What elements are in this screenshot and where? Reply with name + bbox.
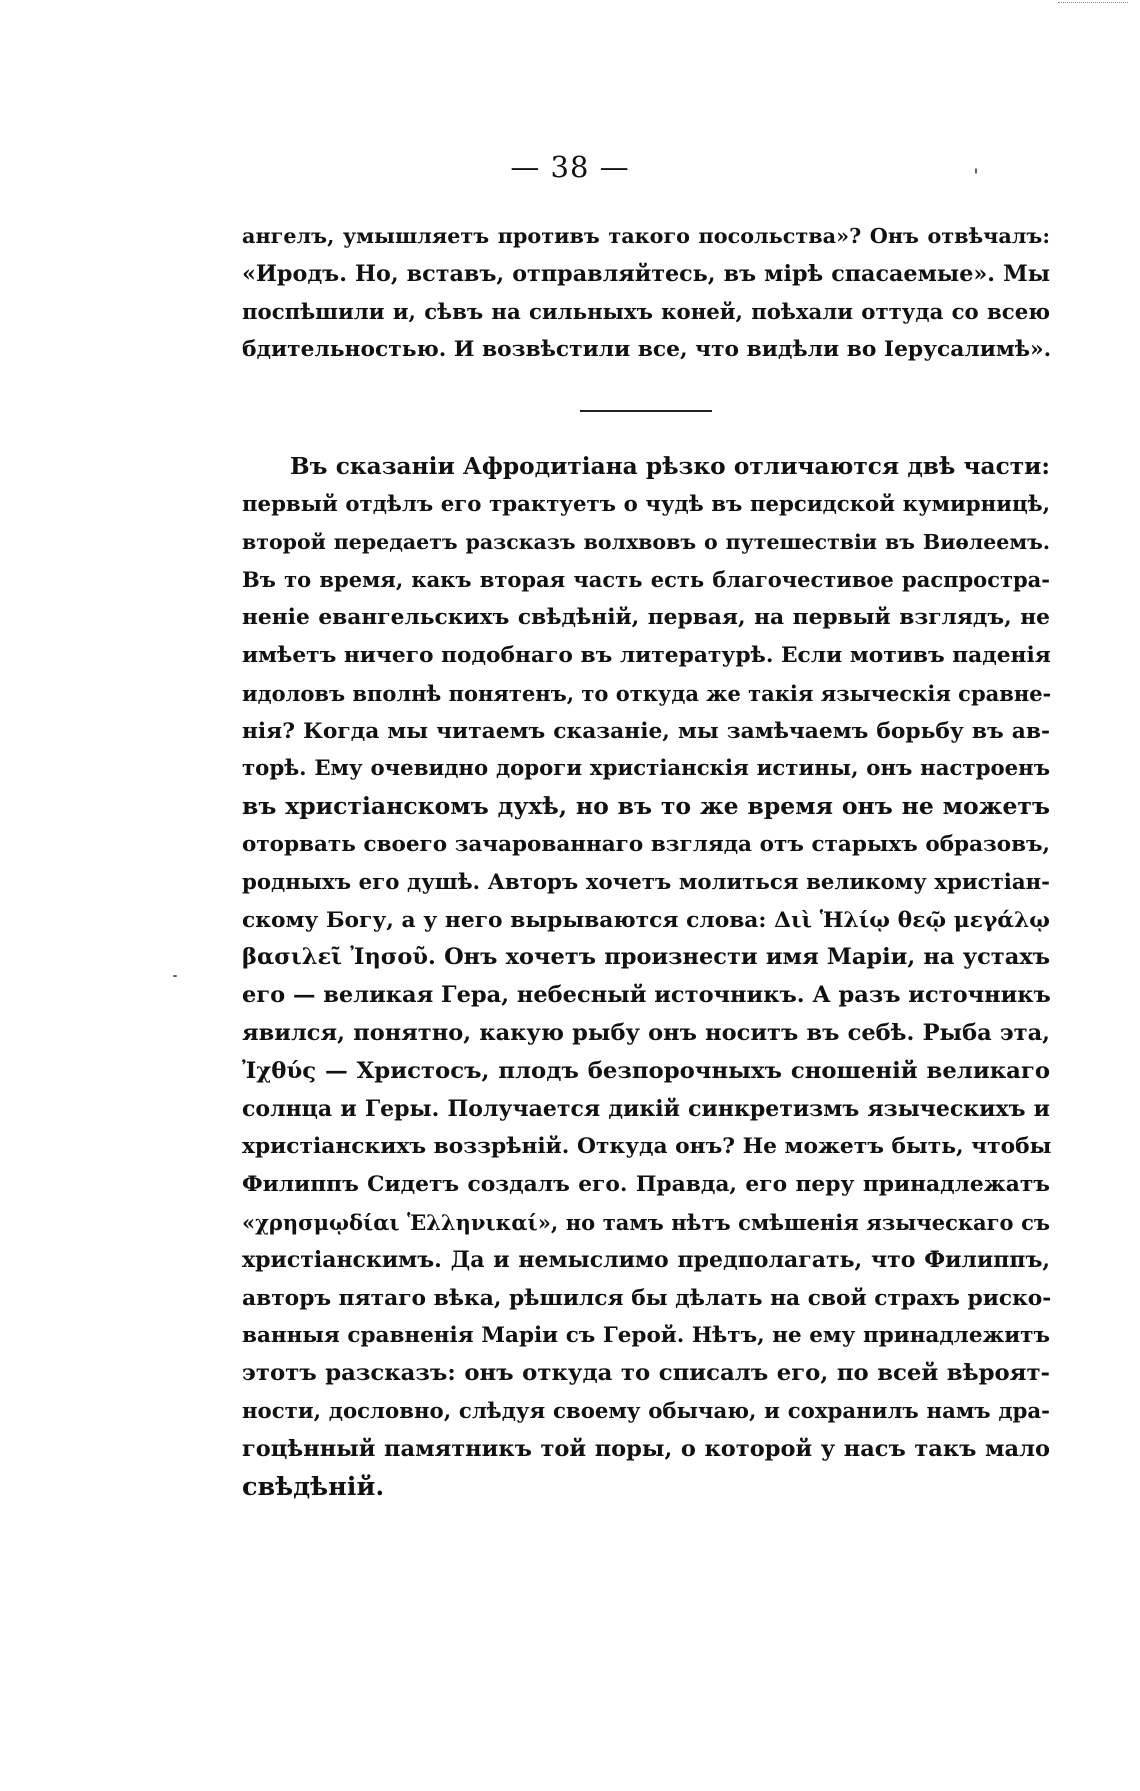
text-line: ангелъ, умышляетъ противъ такого посольства»? Онъ отвѣчалъ: bbox=[242, 224, 1050, 248]
page-number: — 38 — bbox=[510, 150, 630, 184]
text-line: второй передаетъ разсказъ волхвовъ о путешествіи въ Виѳлеемъ. bbox=[242, 529, 1050, 554]
text-line: авторъ пятаго вѣка, рѣшился бы дѣлать на свой страхъ риско- bbox=[242, 1285, 1052, 1311]
text-line: бдительностью. И возвѣстили все, что видѣли во Іерусалимѣ». bbox=[242, 337, 1052, 363]
text-line: «χρησμῳδίαι Ἑλληνικαί», но тамъ нѣтъ смѣшенія языческаго съ bbox=[242, 1209, 1050, 1235]
text-line: Въ сказаніи Афродитіана рѣзко отличаются двѣ части: bbox=[290, 453, 1050, 480]
text-line: скому Богу, а у него вырываются слова: Διὶ Ἡλίῳ θεῷ μεγάλῳ bbox=[242, 907, 1050, 933]
scan-artifact-corner bbox=[1058, 2, 1128, 11]
text-line: торѣ. Ему очевидно дороги христіанскія истины, онъ настроенъ bbox=[242, 756, 1050, 782]
section-separator bbox=[580, 410, 712, 412]
text-line: свѣдѣній. bbox=[242, 1471, 385, 1502]
text-line: поспѣшили и, сѣвъ на сильныхъ коней, поѣхали оттуда со всею bbox=[242, 299, 1050, 325]
text-line: ности, дословно, слѣдуя своему обычаю, и сохранилъ намъ дра- bbox=[242, 1398, 1050, 1424]
text-line: явился, понятно, какую рыбу онъ носитъ въ себѣ. Рыба эта, bbox=[242, 1019, 1050, 1046]
scan-speck bbox=[173, 975, 177, 977]
text-line: въ христіанскомъ духѣ, но въ то же время онъ не можетъ bbox=[242, 792, 1050, 821]
scan-speck bbox=[975, 168, 977, 174]
text-line: гоцѣнный памятникъ той поры, о которой у насъ такъ мало bbox=[242, 1435, 1050, 1462]
text-line: христіанскихъ воззрѣній. Откуда онъ? Не можетъ быть, чтобы bbox=[242, 1134, 1052, 1160]
text-line: нія? Когда мы читаемъ сказаніе, мы замѣчаемъ борьбу въ ав- bbox=[242, 718, 1050, 744]
text-line: Филиппъ Сидетъ создалъ его. Правда, его перу принадлежатъ bbox=[242, 1172, 1050, 1198]
text-line: солнца и Геры. Получается дикій синкретизмъ языческихъ и bbox=[242, 1095, 1050, 1122]
text-line: «Иродъ. Но, вставъ, отправляйтесь, въ мірѣ спасаемые». Мы bbox=[242, 260, 1050, 287]
text-line: его — великая Гера, небесный источникъ. А разъ источникъ bbox=[242, 982, 1051, 1009]
text-line: христіанскимъ. Да и немыслимо предполагать, что Филиппъ, bbox=[242, 1246, 1050, 1273]
text-line: оторвать своего зачарованнаго взгляда отъ старыхъ образовъ, bbox=[242, 831, 1050, 857]
text-line: имѣетъ ничего подобнаго въ литературѣ. Если мотивъ паденія bbox=[242, 642, 1051, 668]
text-line: Ἰχθύς — Христосъ, плодъ безпорочныхъ сношеній великаго bbox=[242, 1057, 1050, 1084]
text-line: первый отдѣлъ его трактуетъ о чудѣ въ персидской кумирницѣ, bbox=[242, 491, 1050, 517]
main-paragraph bbox=[242, 448, 1050, 1506]
text-line: Въ то время, какъ вторая часть есть благочестивое распростра- bbox=[242, 567, 1050, 593]
text-line: родныхъ его душѣ. Авторъ хочетъ молиться великому христіан- bbox=[242, 869, 1050, 895]
text-line: этотъ разсказъ: онъ откуда то списалъ его, по всей вѣроят- bbox=[242, 1360, 1050, 1387]
text-line: идоловъ вполнѣ понятенъ, то откуда же такія языческія сравне- bbox=[242, 680, 1052, 706]
text-line: ванныя сравненія Маріи съ Герой. Нѣтъ, не ему принадлежитъ bbox=[242, 1323, 1050, 1349]
text-line: βασιλεῖ Ἰησοῦ. Онъ хочетъ произнести имя Маріи, на устахъ bbox=[242, 944, 1050, 971]
text-line: неніе евангельскихъ свѣдѣній, первая, на первый взглядъ, не bbox=[242, 605, 1050, 631]
closing-paragraph bbox=[242, 218, 1050, 369]
